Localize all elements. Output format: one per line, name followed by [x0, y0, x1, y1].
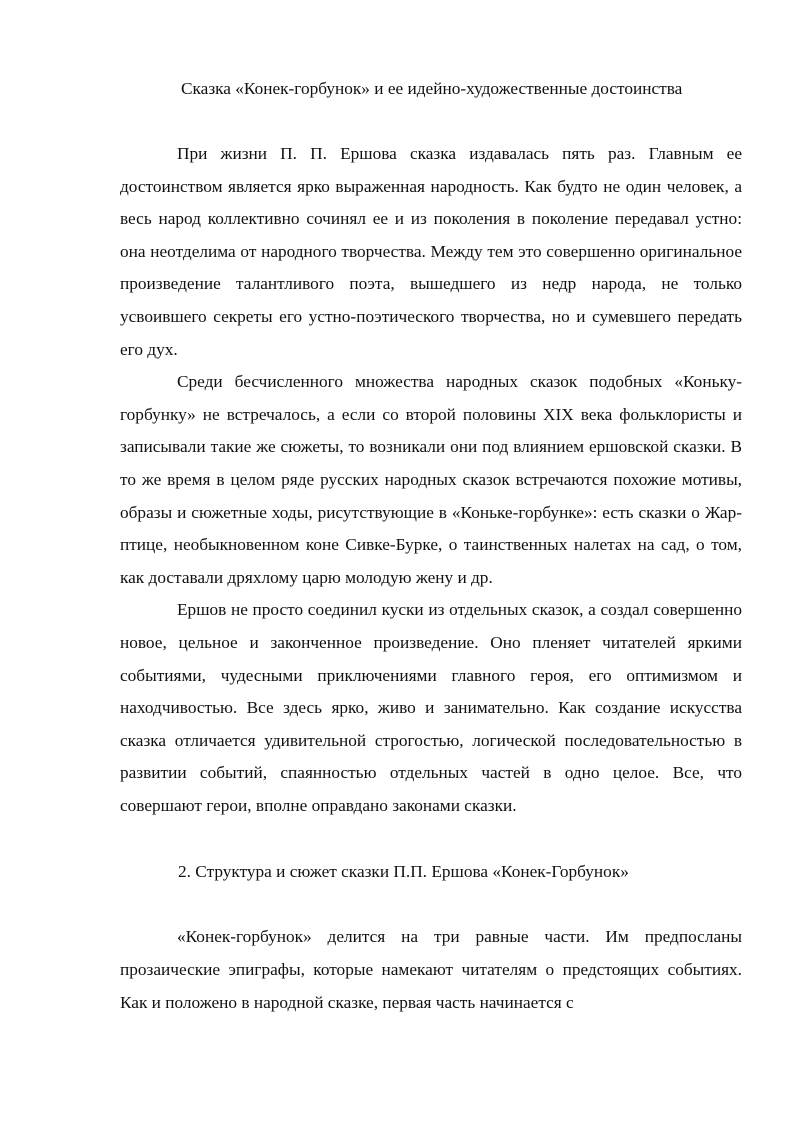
paragraph-2: Среди бесчисленного множества народных сказок подобных «Коньку-горбунку» не встречалось, а если со второй половины XIX века фольклористы и записывали такие же сюжеты, то возникали они под влиянием ершовской сказки. В то же время в целом ряде русских народных сказок встречаются похожие мотивы, образы и сюжетные ходы, рисутствующие в «Коньке-горбунке»: есть сказки о Жар-птице, необыкновенном коне Сивке-Бурке, о таинственных налетах на сад, о том, как доставали дряхлому царю молодую жену и др. — [120, 372, 742, 587]
section-2-paragraph: «Конек-горбунок» делится на три равные части. Им предпосланы прозаические эпиграфы, которые намекают читателям о предстоящих событиях. Как и положено в народной сказке, первая часть начинается с — [120, 927, 742, 1012]
blank-line — [120, 888, 742, 921]
document-title: Сказка «Конек-горбунок» и ее идейно-художественные достоинства — [181, 79, 683, 98]
blank-line — [120, 105, 742, 138]
paragraph-1: При жизни П. П. Ершова сказка издавалась пять раз. Главным ее достоинством является ярко выраженная народность. Как будто не один человек, а весь народ коллективно сочинял ее и из поколения в поколение передавал устно: она неотделима от народного творчества. Между тем это совершенно оригинальное произведение талантливого поэта, вышедшего из недр народа, не только усвоившего секреты его устно-поэтического творчества, но и сумевшего передать его дух. — [120, 144, 742, 359]
section-2-title: 2. Структура и сюжет сказки П.П. Ершова «Конек-Горбунок» — [178, 862, 629, 882]
document-page — [120, 72, 742, 1019]
blank-line — [120, 822, 742, 855]
paragraph-3: Ершов не просто соединил куски из отдельных сказок, а создал совершенно новое, цельное и законченное произведение. Оно пленяет читателей яркими событиями, чудесными приключениями главного героя, его оптимизмом и находчивостью. Все здесь ярко, живо и занимательно. Как создание искусства сказка отличается удивительной строгостью, логической последовательностью в развитии событий, спаянностью отдельных частей в одно целое. Все, что совершают герои, вполне оправдано законами сказки. — [120, 600, 742, 815]
